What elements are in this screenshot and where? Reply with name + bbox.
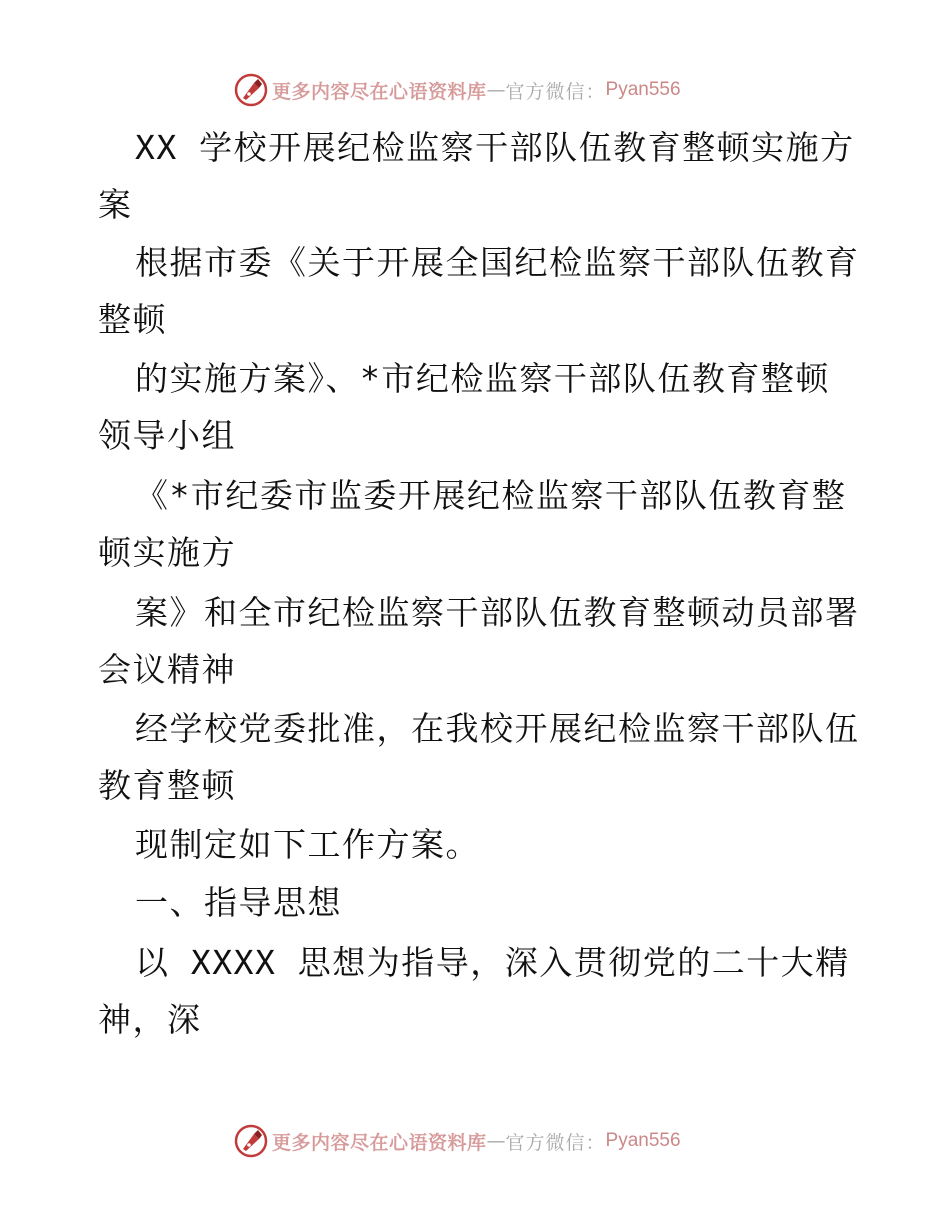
header-banner[interactable] <box>234 70 714 110</box>
banner-wechat-label: 官方微信： <box>505 1131 606 1154</box>
paragraph-line: 案》和全市纪检监察干部队伍教育整顿动员部署 <box>135 593 860 632</box>
section-heading: 一、指导思想 <box>135 883 342 922</box>
paragraph-line: 的实施方案》、*市纪检监察干部队伍教育整顿 <box>135 359 830 398</box>
paragraph-line: 以 XXXX 思想为指导，深入贯彻党的二十大精 <box>135 943 850 982</box>
banner-wechat-id: Pyan556 <box>605 1130 681 1151</box>
paragraph-line: 《*市纪委市监委开展纪检监察干部队伍教育整 <box>135 476 847 515</box>
banner-text: 更多内容尽在心语资料库 <box>272 1131 487 1154</box>
footer-banner[interactable] <box>234 1121 714 1161</box>
pen-nib-icon <box>234 73 268 107</box>
banner-text: 更多内容尽在心语资料库 <box>272 80 487 103</box>
banner-wechat-label: 官方微信： <box>505 80 606 103</box>
paragraph-line: 会议精神 <box>98 650 236 689</box>
paragraph-line: 教育整顿 <box>98 766 236 805</box>
paragraph-line: 整顿 <box>98 300 167 339</box>
paragraph-line: 顿实施方 <box>98 533 236 572</box>
title-line-cont: 案 <box>98 185 133 224</box>
paragraph-line: 现制定如下工作方案。 <box>135 825 480 864</box>
banner-dash: — <box>486 1130 506 1152</box>
paragraph-line: 领导小组 <box>98 416 236 455</box>
pen-nib-icon <box>234 1124 268 1158</box>
banner-wechat-id: Pyan556 <box>605 79 681 100</box>
paragraph-line: 根据市委《关于开展全国纪检监察干部队伍教育 <box>135 243 860 282</box>
paragraph-line: 经学校党委批准，在我校开展纪检监察干部队伍 <box>135 709 860 748</box>
title-line: XX 学校开展纪检监察干部队伍教育整顿实施方 <box>135 128 855 167</box>
paragraph-line: 神，深 <box>98 1000 202 1039</box>
banner-dash: — <box>486 79 506 101</box>
